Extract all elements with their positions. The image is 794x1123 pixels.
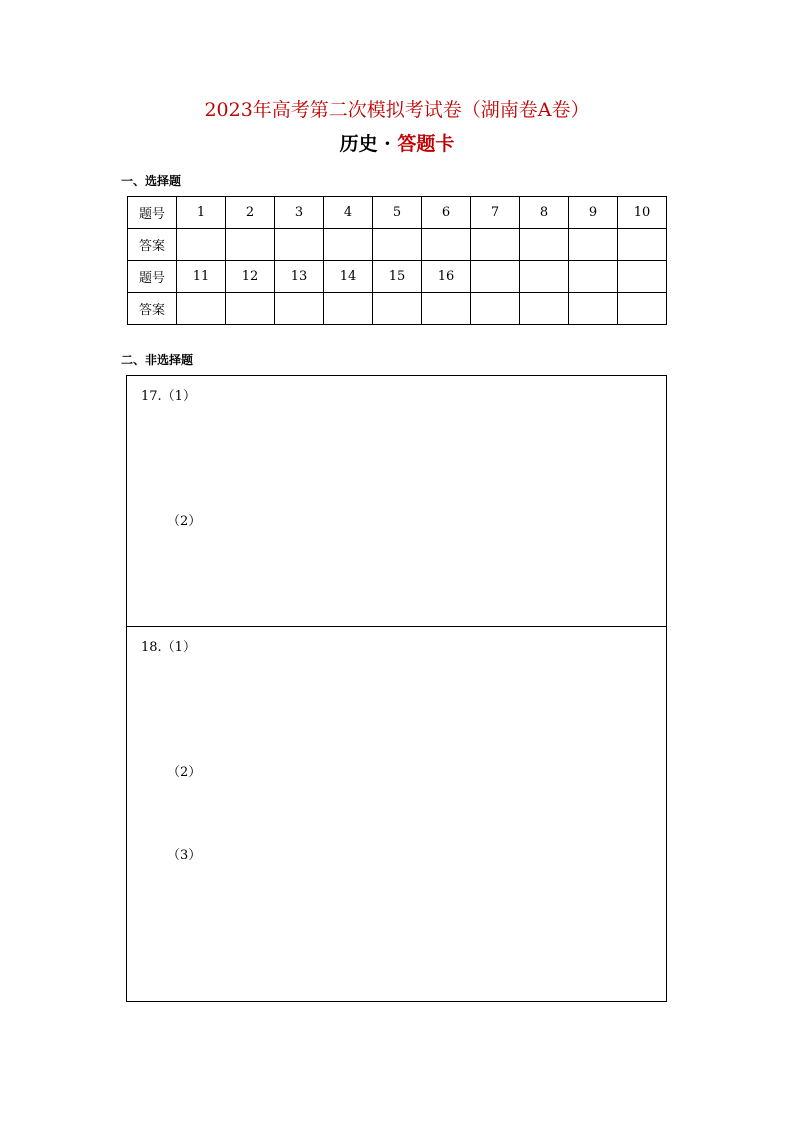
question-number-cell: 13 (275, 261, 324, 293)
answer-cell[interactable] (618, 229, 667, 261)
question-number-cell: 15 (373, 261, 422, 293)
question-number-header: 题号 (128, 261, 177, 293)
question-number-cell (569, 261, 618, 293)
question-number-cell (471, 261, 520, 293)
q17-part2-label: （2） (167, 514, 202, 529)
answer-cell[interactable] (471, 229, 520, 261)
answer-box-q17[interactable] (126, 375, 667, 627)
question-number-cell: 16 (422, 261, 471, 293)
question-number-cell: 10 (618, 197, 667, 229)
question-number-cell: 12 (226, 261, 275, 293)
question-number-cell: 7 (471, 197, 520, 229)
answer-cell[interactable] (569, 229, 618, 261)
answer-cell[interactable] (324, 293, 373, 325)
question-number-header: 题号 (128, 197, 177, 229)
question-number-cell: 6 (422, 197, 471, 229)
question-number-cell: 9 (569, 197, 618, 229)
question-number-cell (520, 261, 569, 293)
answer-cell[interactable] (422, 293, 471, 325)
question-number-cell: 4 (324, 197, 373, 229)
section-choice-label: 一、选择题 (121, 174, 182, 188)
answer-card-label: 答题卡 (397, 133, 455, 155)
question-number-cell (618, 261, 667, 293)
answer-cell[interactable] (226, 293, 275, 325)
table-row (128, 197, 667, 229)
answer-cell[interactable] (324, 229, 373, 261)
answer-cell[interactable] (226, 229, 275, 261)
question-number-cell: 14 (324, 261, 373, 293)
table-row (128, 261, 667, 293)
question-number-cell: 8 (520, 197, 569, 229)
answer-cell[interactable] (275, 293, 324, 325)
answer-header: 答案 (128, 293, 177, 325)
answer-cell[interactable] (422, 229, 471, 261)
subject-label: 历史 · (339, 133, 398, 155)
q18-part2-label: （2） (167, 765, 202, 780)
answer-header: 答案 (128, 229, 177, 261)
question-number-cell: 3 (275, 197, 324, 229)
answer-cell[interactable] (618, 293, 667, 325)
q18-part1-label: 18.（1） (141, 640, 196, 655)
answer-card-subtitle (0, 131, 794, 157)
table-row (128, 293, 667, 325)
answer-cell[interactable] (275, 229, 324, 261)
answer-cell[interactable] (569, 293, 618, 325)
answer-cell[interactable] (177, 229, 226, 261)
question-number-cell: 2 (226, 197, 275, 229)
choice-answer-table (127, 196, 667, 325)
q18-part3-label: （3） (167, 848, 202, 863)
answer-cell[interactable] (373, 229, 422, 261)
answer-cell[interactable] (520, 293, 569, 325)
question-number-cell: 5 (373, 197, 422, 229)
question-number-cell: 11 (177, 261, 226, 293)
answer-cell[interactable] (373, 293, 422, 325)
answer-cell[interactable] (177, 293, 226, 325)
answer-cell[interactable] (471, 293, 520, 325)
section-nonchoice-label: 二、非选择题 (121, 353, 194, 367)
question-number-cell: 1 (177, 197, 226, 229)
answer-cell[interactable] (520, 229, 569, 261)
exam-title: 2023年高考第二次模拟考试卷（湖南卷A卷） (204, 99, 590, 121)
table-row (128, 229, 667, 261)
answer-box-q18[interactable] (126, 626, 667, 1002)
q17-part1-label: 17.（1） (141, 389, 196, 404)
